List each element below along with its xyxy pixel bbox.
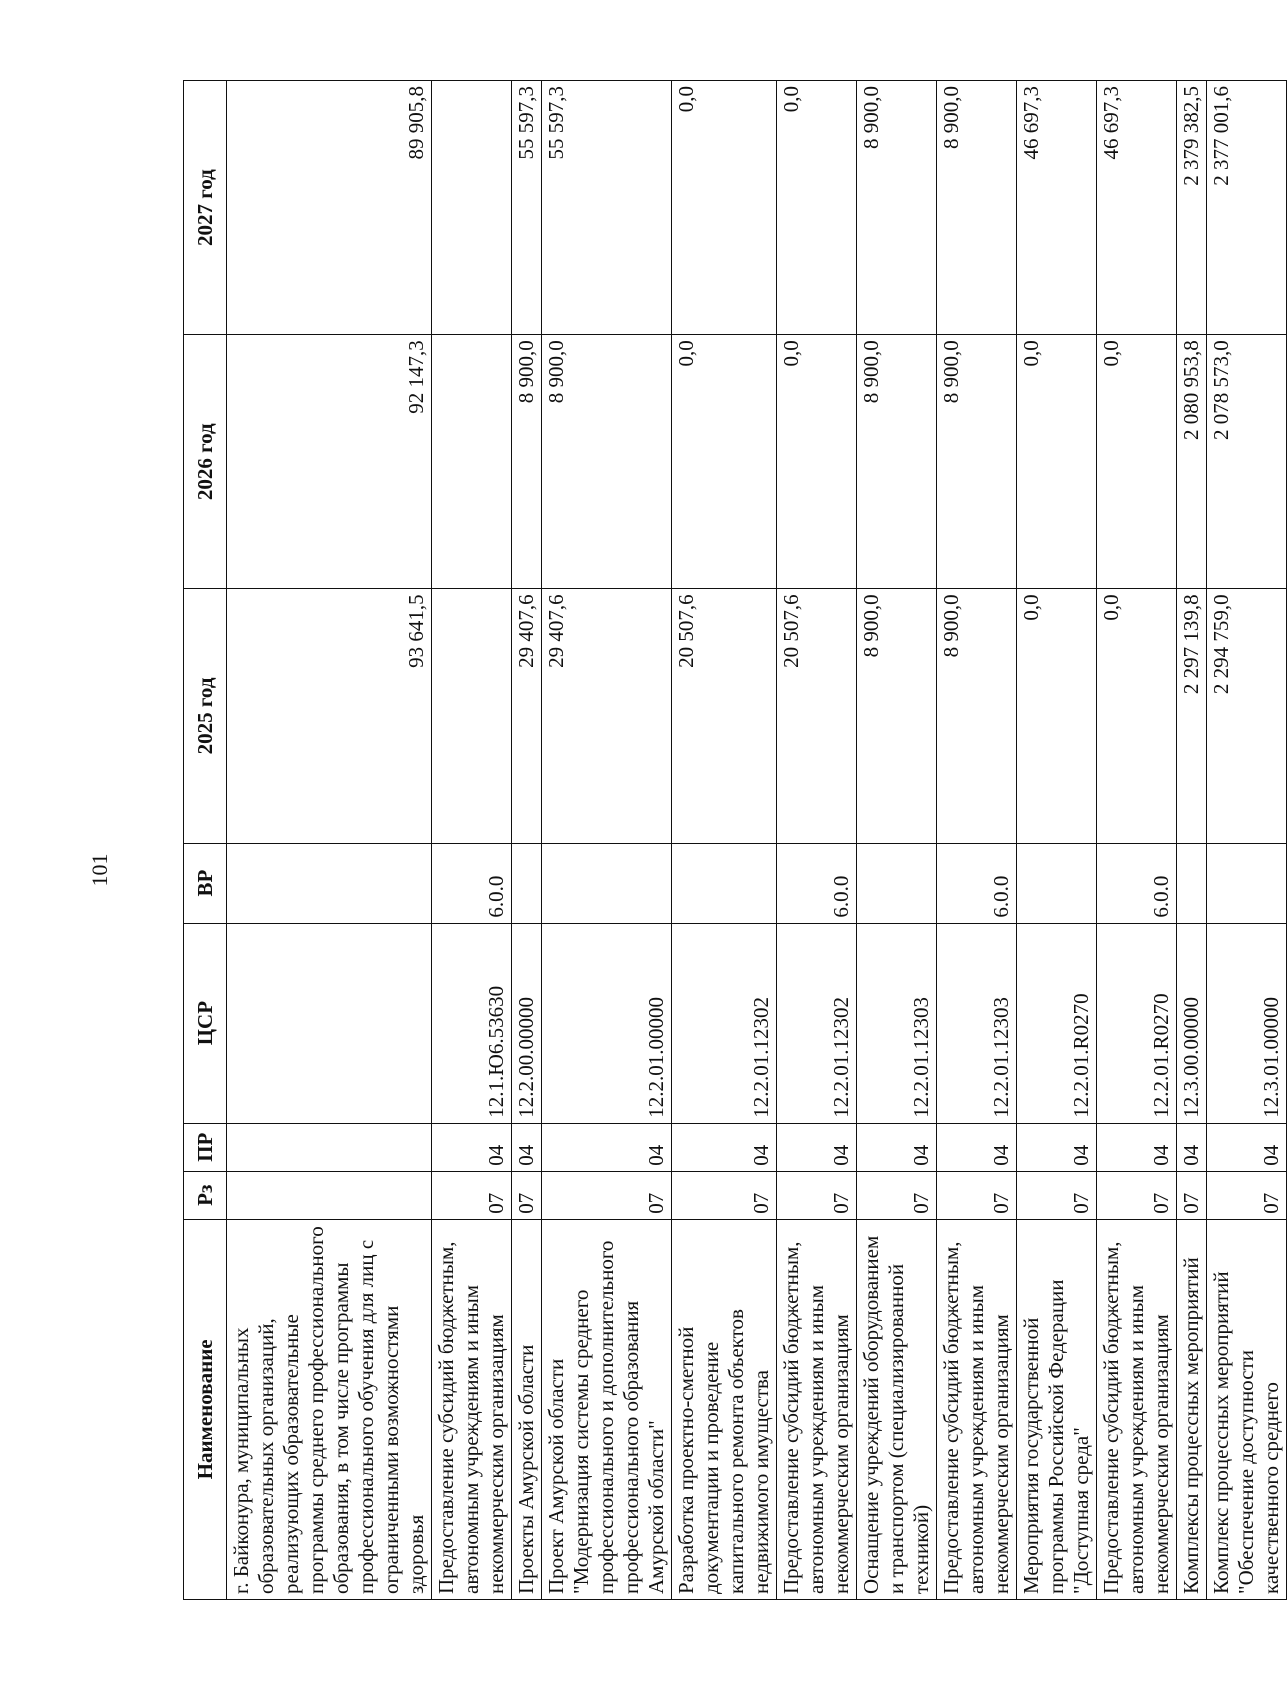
row-vr [857, 843, 937, 923]
row-csr: 12.2.01.12302 [777, 923, 857, 1123]
row-csr [227, 923, 432, 1123]
table-row [432, 81, 512, 1600]
table-row [672, 81, 777, 1600]
table-row [512, 81, 542, 1600]
row-pr: 04 [1017, 1123, 1097, 1171]
row-vr [672, 843, 777, 923]
row-vr [1017, 843, 1097, 923]
row-2025: 93 641,5 [227, 589, 432, 843]
row-2026: 8 900,0 [542, 335, 672, 589]
row-2026: 0,0 [672, 335, 777, 589]
row-pr: 04 [1097, 1123, 1177, 1171]
table-row [1097, 81, 1177, 1600]
header-vr: ВР [184, 843, 227, 923]
row-csr: 12.1.Ю6.53630 [432, 923, 512, 1123]
row-rz: 07 [542, 1171, 672, 1219]
row-2026: 8 900,0 [512, 335, 542, 589]
table-row [937, 81, 1017, 1600]
table-row [542, 81, 672, 1600]
row-name: г. Байконура, муниципальных образовательных организаций, реализующих образовательные программы среднего профессионального образования, в том числе программы профессионального обучения для лиц с ограниченными возможностями здоровья [227, 1219, 432, 1599]
row-pr: 04 [777, 1123, 857, 1171]
row-rz: 07 [857, 1171, 937, 1219]
row-name: Оснащение учреждений оборудованием и транспортом (специализированной техникой) [857, 1219, 937, 1599]
row-name: Предоставление субсидий бюджетным, автономным учреждениям и иным некоммерческим организациям [777, 1219, 857, 1599]
row-name: Проект Амурской области "Модернизация системы среднего профессионального и дополнительного профессионального образования Амурской области" [542, 1219, 672, 1599]
row-vr: 6.0.0 [777, 843, 857, 923]
row-2026 [432, 335, 512, 589]
row-2027: 0,0 [672, 81, 777, 335]
row-csr: 12.2.01.12302 [672, 923, 777, 1123]
row-csr: 12.2.01.12303 [937, 923, 1017, 1123]
row-2026: 2 080 953,8 [1177, 335, 1207, 589]
row-pr [227, 1123, 432, 1171]
row-2025: 8 900,0 [857, 589, 937, 843]
row-2026: 8 900,0 [857, 335, 937, 589]
header-pr: ПР [184, 1123, 227, 1171]
row-pr: 04 [857, 1123, 937, 1171]
row-2027: 55 597,3 [542, 81, 672, 335]
row-pr: 04 [672, 1123, 777, 1171]
row-csr: 12.2.01.00000 [542, 923, 672, 1123]
row-rz: 07 [777, 1171, 857, 1219]
row-csr: 12.3.00.00000 [1177, 923, 1207, 1123]
header-rz: Рз [184, 1171, 227, 1219]
row-vr: 6.0.0 [432, 843, 512, 923]
row-2025: 29 407,6 [542, 589, 672, 843]
row-2025: 29 407,6 [512, 589, 542, 843]
budget-table-container [183, 80, 1283, 1600]
row-2025: 2 294 759,0 [1207, 589, 1287, 843]
row-2025: 8 900,0 [937, 589, 1017, 843]
row-2025: 0,0 [1097, 589, 1177, 843]
row-csr: 12.2.01.12303 [857, 923, 937, 1123]
row-vr [1177, 843, 1207, 923]
header-2027: 2027 год [184, 81, 227, 335]
row-vr [227, 843, 432, 923]
row-name: Проекты Амурской области [512, 1219, 542, 1599]
row-name: Разработка проектно-сметной документации и проведение капитального ремонта объектов недвижимого имущества [672, 1219, 777, 1599]
table-row [1207, 81, 1287, 1600]
header-name: Наименование [184, 1219, 227, 1599]
table-header-row [184, 81, 227, 1600]
row-pr: 04 [432, 1123, 512, 1171]
table-row [777, 81, 857, 1600]
row-pr: 04 [1177, 1123, 1207, 1171]
row-2027: 46 697,3 [1097, 81, 1177, 335]
table-row [1017, 81, 1097, 1600]
row-2025: 20 507,6 [672, 589, 777, 843]
row-vr [542, 843, 672, 923]
row-2026: 0,0 [777, 335, 857, 589]
row-name: Предоставление субсидий бюджетным, автономным учреждениям и иным некоммерческим организациям [1097, 1219, 1177, 1599]
row-2027 [432, 81, 512, 335]
table-row [857, 81, 937, 1600]
row-csr: 12.2.01.R0270 [1017, 923, 1097, 1123]
row-rz: 07 [937, 1171, 1017, 1219]
row-name: Мероприятия государственной программы Российской Федерации "Доступная среда" [1017, 1219, 1097, 1599]
row-rz: 07 [1207, 1171, 1287, 1219]
row-rz: 07 [1097, 1171, 1177, 1219]
row-vr: 6.0.0 [1097, 843, 1177, 923]
row-2025: 0,0 [1017, 589, 1097, 843]
row-2027: 2 377 001,6 [1207, 81, 1287, 335]
page-number: 101 [87, 853, 112, 887]
row-vr: 6.0.0 [937, 843, 1017, 923]
row-2025: 2 297 139,8 [1177, 589, 1207, 843]
header-csr: ЦСР [184, 923, 227, 1123]
row-2026: 8 900,0 [937, 335, 1017, 589]
row-2027: 55 597,3 [512, 81, 542, 335]
row-name: Комплекс процессных мероприятий "Обеспечение доступности качественного среднего [1207, 1219, 1287, 1599]
row-2025 [432, 589, 512, 843]
row-pr: 04 [1207, 1123, 1287, 1171]
row-name: Предоставление субсидий бюджетным, автономным учреждениям и иным некоммерческим организациям [432, 1219, 512, 1599]
table-row [227, 81, 432, 1600]
row-rz [227, 1171, 432, 1219]
row-2026: 92 147,3 [227, 335, 432, 589]
row-name: Комплексы процессных мероприятий [1177, 1219, 1207, 1599]
row-2027: 0,0 [777, 81, 857, 335]
header-2026: 2026 год [184, 335, 227, 589]
budget-table [183, 80, 1287, 1600]
row-2027: 46 697,3 [1017, 81, 1097, 335]
header-2025: 2025 год [184, 589, 227, 843]
row-2027: 8 900,0 [937, 81, 1017, 335]
row-csr: 12.2.01.R0270 [1097, 923, 1177, 1123]
row-rz: 07 [432, 1171, 512, 1219]
row-csr: 12.2.00.00000 [512, 923, 542, 1123]
row-csr: 12.3.01.00000 [1207, 923, 1287, 1123]
row-2026: 0,0 [1097, 335, 1177, 589]
row-rz: 07 [1177, 1171, 1207, 1219]
row-vr [1207, 843, 1287, 923]
row-rz: 07 [672, 1171, 777, 1219]
row-2027: 2 379 382,5 [1177, 81, 1207, 335]
row-pr: 04 [937, 1123, 1017, 1171]
row-pr: 04 [542, 1123, 672, 1171]
row-2027: 8 900,0 [857, 81, 937, 335]
table-row [1177, 81, 1207, 1600]
row-pr: 04 [512, 1123, 542, 1171]
row-name: Предоставление субсидий бюджетным, автономным учреждениям и иным некоммерческим организациям [937, 1219, 1017, 1599]
row-rz: 07 [1017, 1171, 1097, 1219]
row-vr [512, 843, 542, 923]
row-rz: 07 [512, 1171, 542, 1219]
row-2027: 89 905,8 [227, 81, 432, 335]
row-2026: 0,0 [1017, 335, 1097, 589]
row-2025: 20 507,6 [777, 589, 857, 843]
row-2026: 2 078 573,0 [1207, 335, 1287, 589]
